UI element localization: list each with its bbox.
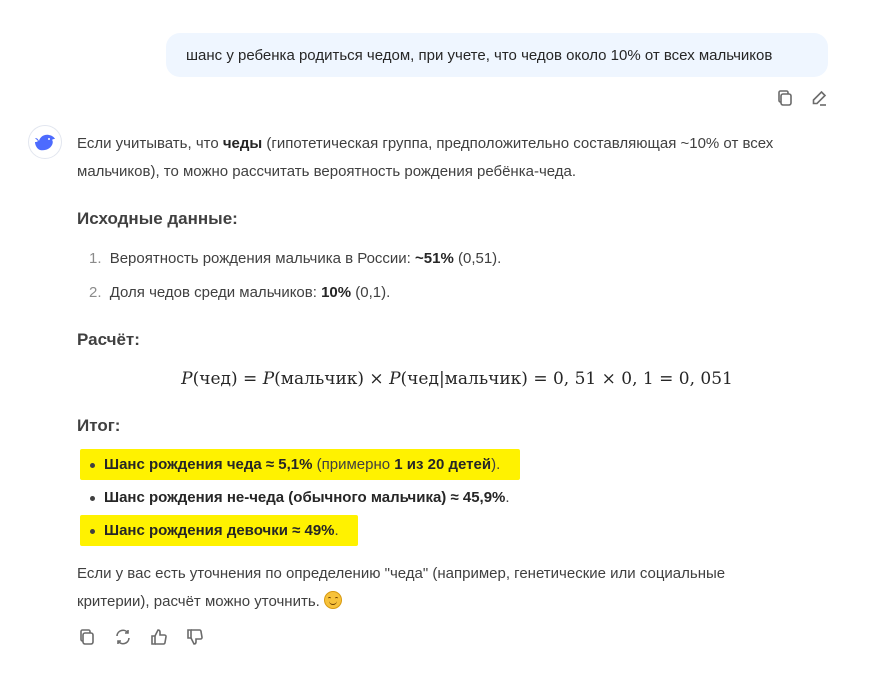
formula-boy: (мальчик) [274, 369, 365, 389]
dislike-button[interactable] [184, 626, 206, 648]
list-tail: (0,1). [351, 284, 391, 301]
bullet-dot [90, 496, 95, 501]
like-button[interactable] [148, 626, 170, 648]
list-text: Вероятность рождения мальчика в России: [109, 250, 416, 267]
list-item [77, 517, 510, 550]
intro-suffix: (гипотетическая группа, предположительно составляющая ~10% от всех мальчиков), то можно рассчитать вероятность рождения ребёнка-чеда. [77, 135, 774, 180]
formula [77, 365, 837, 393]
list-bold: 10% [321, 284, 352, 301]
smiling-face-emoji [324, 591, 342, 609]
intro-prefix: Если учитывать, что [77, 135, 223, 152]
list-text: Доля чедов среди мальчиков: [109, 284, 322, 301]
result-bold2: 1 из 20 детей [394, 456, 492, 473]
result-bold: Шанс рождения чеда ≈ 5,1% [104, 456, 313, 473]
formula-p: P [389, 369, 401, 389]
formula-eq: = [237, 369, 263, 389]
assistant-avatar [28, 125, 62, 159]
copy-icon [77, 627, 97, 647]
intro-bold: чеды [222, 135, 263, 152]
formula-cond: (чед|мальчик) [400, 369, 528, 389]
formula-p: P [262, 369, 275, 389]
source-list [89, 245, 501, 313]
answer-closing [77, 560, 797, 616]
answer-intro [77, 130, 837, 186]
bullet-dot [90, 529, 95, 534]
list-item [77, 451, 510, 484]
list-bold: ~51% [415, 250, 454, 267]
assistant-answer [77, 130, 837, 610]
user-message-actions [774, 87, 830, 109]
result-list [77, 451, 510, 550]
formula-p: P [181, 369, 193, 389]
source-heading: Исходные данные: [77, 209, 238, 228]
formula-result: = 0, 51 × 0, 1 = 0, 051 [527, 369, 733, 389]
list-item [89, 245, 501, 279]
result-heading: Итог: [77, 416, 121, 435]
result-tail: . [334, 522, 339, 539]
list-tail: (0,51). [453, 250, 502, 267]
user-message-bubble [166, 33, 828, 77]
result-tail: ). [491, 456, 501, 473]
bullet-dot [90, 463, 95, 468]
copy-answer-button[interactable] [76, 626, 98, 648]
copy-message-button[interactable] [774, 87, 796, 109]
copy-icon [775, 88, 795, 108]
regenerate-button[interactable] [112, 626, 134, 648]
edit-message-button[interactable] [808, 87, 830, 109]
list-item [77, 484, 510, 517]
result-bold: Шанс рождения не-чеда (обычного мальчика) ≈ 45,9% [104, 489, 506, 506]
thumbs-up-icon [149, 627, 169, 647]
result-mid: (примерно [312, 456, 395, 473]
calc-heading: Расчёт: [77, 330, 140, 349]
closing-text: Если у вас есть уточнения по определению "чеда" (например, генетические или социальные критерии), расчёт можно уточнить. [77, 565, 726, 610]
regenerate-icon [113, 627, 133, 647]
list-item [89, 279, 501, 313]
deepseek-whale-icon [33, 132, 57, 152]
user-message-text: шанс у ребенка родиться чедом, при учете, что чедов около 10% от всех мальчиков [186, 46, 773, 64]
formula-times: × [364, 369, 390, 389]
result-tail: . [505, 489, 510, 506]
list-number: 1. [89, 250, 102, 267]
edit-icon [809, 88, 829, 108]
list-number: 2. [89, 284, 102, 301]
thumbs-down-icon [185, 627, 205, 647]
formula-ched: (чед) [192, 369, 238, 389]
result-bold: Шанс рождения девочки ≈ 49% [104, 522, 335, 539]
answer-actions [76, 626, 206, 648]
